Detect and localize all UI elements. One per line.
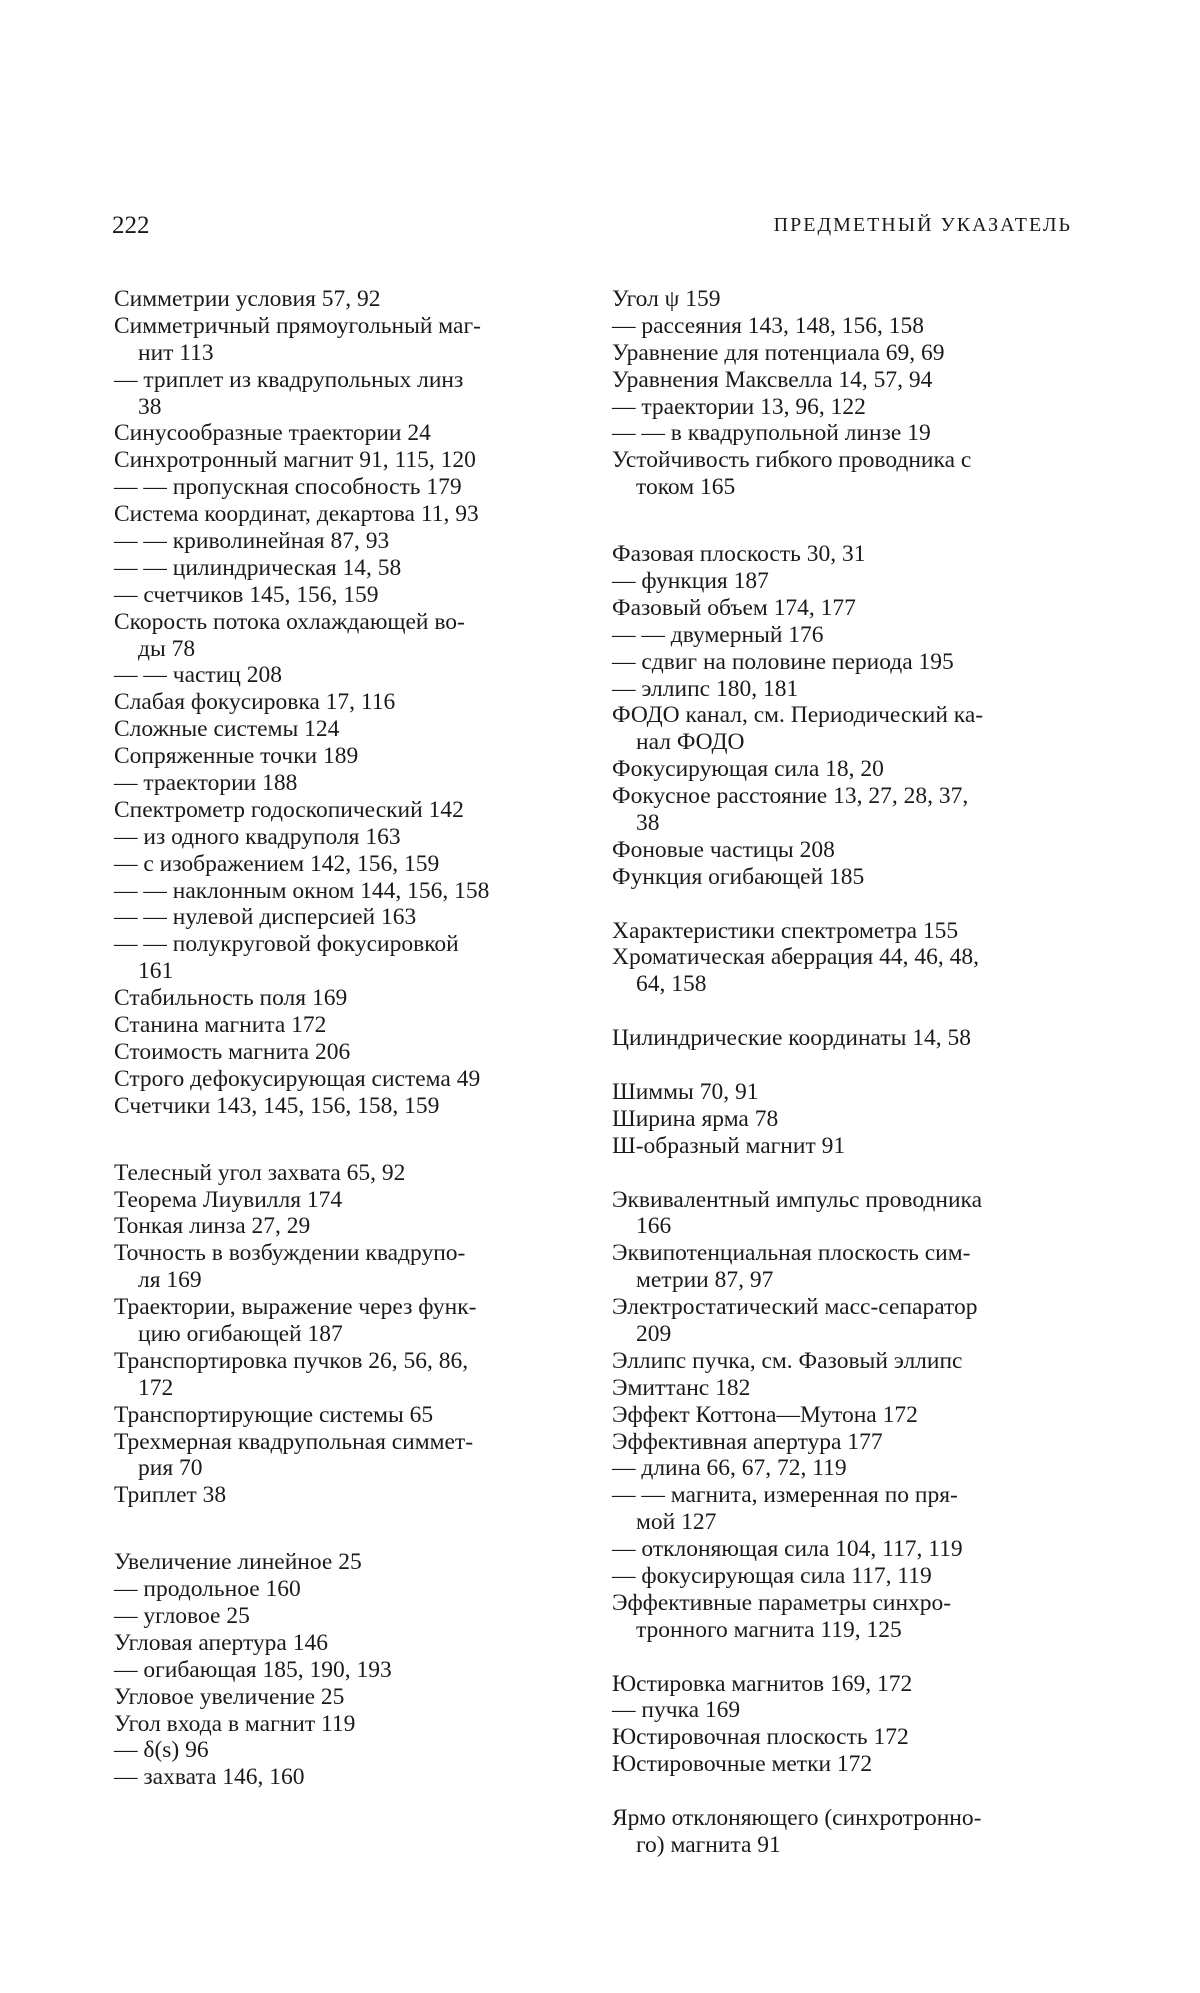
index-entry-continuation: 64, 158 (636, 971, 707, 998)
index-entry: Симметричный прямоугольный маг- (114, 312, 481, 339)
index-entry: Угловая апертура 146 (114, 1629, 328, 1656)
index-entry: Юстировочная плоскость 172 (612, 1724, 909, 1751)
index-entry: — триплет из квадрупольных линз (114, 366, 464, 393)
index-entry-continuation: мой 127 (636, 1509, 717, 1536)
index-entry: Станина магнита 172 (114, 1012, 327, 1039)
index-entry: Транспортирующие системы 65 (114, 1401, 434, 1428)
index-entry: Ярмо отклоняющего (синхротронно- (612, 1804, 982, 1831)
index-entry-continuation: 38 (138, 393, 162, 420)
index-entry: — рассеяния 143, 148, 156, 158 (612, 312, 925, 339)
index-entry: Сопряженные точки 189 (114, 743, 359, 770)
index-entry: Симметрии условия 57, 92 (114, 286, 381, 312)
section-gap (114, 1509, 569, 1549)
index-entry-continuation: 209 (636, 1320, 672, 1347)
index-entry: Эффективная апертура 177 (612, 1428, 883, 1455)
index-entry: Фокусирующая сила 18, 20 (612, 756, 884, 783)
index-entry-continuation: ля 169 (138, 1267, 202, 1294)
index-entry-continuation: 161 (138, 958, 174, 985)
index-entry: Угол входа в магнит 119 (114, 1710, 356, 1737)
index-entry: — — пропускная способность 179 (114, 474, 462, 501)
index-entry-continuation: 172 (138, 1374, 174, 1401)
index-entry: — — цилиндрическая 14, 58 (114, 554, 402, 581)
index-entry: — δ(s) 96 (114, 1737, 209, 1764)
section-gap (612, 1052, 1072, 1079)
index-entry: Сложные системы 124 (114, 716, 340, 743)
index-entry: — угловое 25 (114, 1602, 250, 1629)
index-entry: — — магнита, измеренная по пря- (612, 1482, 958, 1509)
index-entry: — пучка 169 (612, 1697, 741, 1724)
index-entry-continuation: 166 (636, 1213, 672, 1240)
index-entry: — — двумерный 176 (612, 621, 824, 648)
index-entry: Слабая фокусировка 17, 116 (114, 689, 396, 716)
index-entry: Юстировка магнитов 169, 172 (612, 1670, 913, 1697)
index-entry: Ширина ярма 78 (612, 1105, 779, 1132)
index-entry: Трехмерная квадрупольная симмет- (114, 1428, 474, 1455)
index-entry: Электростатический масс-сепаратор (612, 1294, 978, 1321)
index-entry-continuation: рия 70 (138, 1455, 203, 1482)
index-entry: — — в квадрупольной линзе 19 (612, 420, 931, 447)
index-entry: Эмиттанс 182 (612, 1374, 751, 1401)
index-entry: ФОДО канал, см. Периодический ка- (612, 702, 984, 729)
index-entry: Цилиндрические координаты 14, 58 (612, 1025, 972, 1052)
index-entry-continuation: нит 113 (138, 339, 214, 366)
index-entry: — траектории 13, 96, 122 (612, 393, 866, 420)
index-entry: Тонкая линза 27, 29 (114, 1213, 311, 1240)
section-gap (612, 998, 1072, 1025)
index-entry: Теорема Лиувилля 174 (114, 1186, 343, 1213)
index-entry: Точность в возбуждении квадрупо- (114, 1240, 466, 1267)
index-entry: — — нулевой дисперсией 163 (114, 904, 417, 931)
index-entry-continuation: ды 78 (138, 635, 196, 662)
index-entry: Эллипс пучка, см. Фазовый эллипс (612, 1347, 963, 1374)
index-entry: Стабильность поля 169 (114, 985, 348, 1012)
index-entry-continuation: нал ФОДО (636, 729, 745, 756)
index-entry: — фокусирующая сила 117, 119 (612, 1562, 932, 1589)
index-entry: — с изображением 142, 156, 159 (114, 850, 440, 877)
index-entry: — — наклонным окном 144, 156, 158 (114, 877, 490, 904)
index-entry: Фокусное расстояние 13, 27, 28, 37, (612, 783, 969, 810)
section-gap (612, 1644, 1072, 1671)
index-entry: — длина 66, 67, 72, 119 (612, 1455, 847, 1482)
index-entry: — захвата 146, 160 (114, 1764, 305, 1791)
index-entry: Эквипотенциальная плоскость сим- (612, 1240, 971, 1267)
index-entry: — траектории 188 (114, 770, 298, 797)
index-entry: Синусообразные траектории 24 (114, 420, 431, 447)
index-entry: Угловое увеличение 25 (114, 1683, 345, 1710)
page-number: 222 (112, 212, 150, 239)
index-entry: Шиммы 70, 91 (612, 1078, 759, 1105)
index-entry: Эквивалентный импульс проводника (612, 1186, 983, 1213)
index-entry: — сдвиг на половине периода 195 (612, 648, 954, 675)
index-entry: Фазовая плоскость 30, 31 (612, 541, 866, 568)
index-entry-continuation: го) магнита 91 (636, 1831, 781, 1858)
index-entry: — огибающая 185, 190, 193 (114, 1656, 392, 1683)
index-entry: Фоновые частицы 208 (612, 836, 835, 863)
index-entry: — счетчиков 145, 156, 159 (114, 581, 379, 608)
index-entry: Синхротронный магнит 91, 115, 120 (114, 447, 476, 474)
index-entry-continuation: цию огибающей 187 (138, 1320, 343, 1347)
index-column-right (612, 286, 1072, 1859)
index-entry: Функция огибающей 185 (612, 863, 865, 890)
index-entry: — функция 187 (612, 568, 769, 595)
index-entry: — эллипс 180, 181 (612, 675, 799, 702)
index-entry: Характеристики спектрометра 155 (612, 917, 959, 944)
index-entry: Ш-образный магнит 91 (612, 1132, 846, 1159)
index-entry: Эффективные параметры синхро- (612, 1589, 952, 1616)
index-entry: Стоимость магнита 206 (114, 1038, 351, 1065)
section-gap (612, 891, 1072, 918)
index-entry: Траектории, выражение через функ- (114, 1294, 477, 1321)
index-entry: Хроматическая аберрация 44, 46, 48, (612, 944, 979, 971)
index-entry-continuation: метрии 87, 97 (636, 1267, 774, 1294)
running-head: ПРЕДМЕТНЫЙ УКАЗАТЕЛЬ (773, 214, 1072, 236)
index-entry-continuation: током 165 (636, 474, 736, 501)
index-entry: Транспортировка пучков 26, 56, 86, (114, 1347, 469, 1374)
index-entry: Спектрометр годоскопический 142 (114, 796, 464, 823)
index-entry: Уравнения Максвелла 14, 57, 94 (612, 366, 933, 393)
index-entry: — — полукруговой фокусировкой (114, 931, 459, 958)
index-entry: Юстировочные метки 172 (612, 1751, 873, 1778)
index-entry: Телесный угол захвата 65, 92 (114, 1159, 406, 1186)
index-entry: Уравнение для потенциала 69, 69 (612, 339, 945, 366)
index-entry: Угол ψ 159 (612, 286, 721, 312)
index-column-left (114, 286, 569, 1791)
index-entry: Увеличение линейное 25 (114, 1549, 362, 1576)
index-entry-continuation: 38 (636, 810, 660, 837)
index-entry: Система координат, декартова 11, 93 (114, 501, 479, 528)
index-entry: Эффект Коттона—Мутона 172 (612, 1401, 918, 1428)
index-entry: — — криволинейная 87, 93 (114, 528, 390, 555)
index-entry: Строго дефокусирующая система 49 (114, 1065, 481, 1092)
index-entry-continuation: тронного магнита 119, 125 (636, 1616, 902, 1643)
index-entry: Устойчивость гибкого проводника с (612, 447, 972, 474)
index-entry: — из одного квадруполя 163 (114, 823, 401, 850)
index-entry: Счетчики 143, 145, 156, 158, 159 (114, 1092, 440, 1119)
index-entry: Скорость потока охлаждающей во- (114, 608, 465, 635)
index-entry: — продольное 160 (114, 1576, 301, 1603)
index-entry: Триплет 38 (114, 1482, 227, 1509)
index-entry: — отклоняющая сила 104, 117, 119 (612, 1536, 963, 1563)
index-entry: Фазовый объем 174, 177 (612, 594, 856, 621)
section-gap (612, 1778, 1072, 1805)
section-gap (114, 1120, 569, 1160)
index-entry: — — частиц 208 (114, 662, 282, 689)
section-gap (612, 501, 1072, 541)
section-gap (612, 1160, 1072, 1187)
